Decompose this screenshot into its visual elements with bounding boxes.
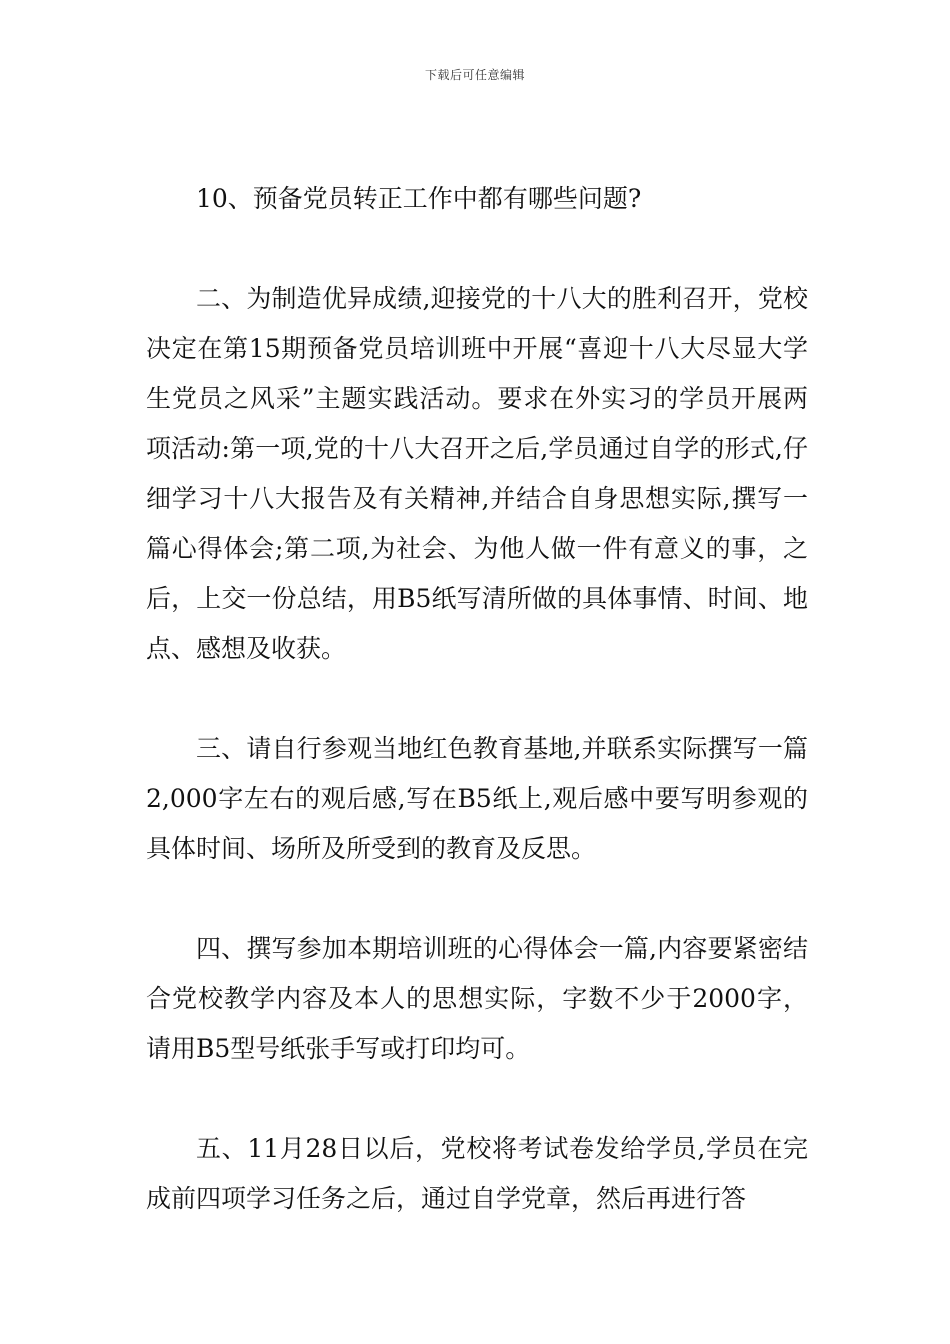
paragraph-gap bbox=[146, 674, 808, 724]
question-10: 10、预备党员转正工作中都有哪些问题? bbox=[196, 184, 642, 213]
section-3-paragraph: 三、请自行参观当地红色教育基地,并联系实际撰写一篇2,000字左右的观后感,写在B5纸上,观后感中要写明参观的具体时间、场所及所受到的教育及反思。 bbox=[146, 734, 808, 863]
paragraph-gap bbox=[146, 874, 808, 924]
section-5-paragraph: 五、11月28日以后，党校将考试卷发给学员,学员在完成前四项学习任务之后，通过自学党章，然后再进行答 bbox=[146, 1134, 808, 1213]
document-body bbox=[146, 174, 808, 1224]
header-note: 下载后可任意编辑 bbox=[424, 68, 525, 82]
section-2-paragraph: 二、为制造优异成绩,迎接党的十八大的胜利召开，党校决定在第15期预备党员培训班中开展“喜迎十八大尽显大学生党员之风采”主题实践活动。要求在外实习的学员开展两项活动:第一项,党的十八大召开之后,学员通过自学的形式,仔细学习十八大报告及有关精神,并结合自身思想实际,撰写一篇心得体会;第二项,为社会、为他人做一件有意义的事，之后，上交一份总结，用B5纸写清所做的具体事情、时间、地点、感想及收获。 bbox=[146, 284, 808, 663]
paragraph-gap bbox=[146, 224, 808, 274]
paragraph-gap bbox=[146, 1074, 808, 1124]
section-4-paragraph: 四、撰写参加本期培训班的心得体会一篇,内容要紧密结合党校教学内容及本人的思想实际，字数不少于2000字，请用B5型号纸张手写或打印均可。 bbox=[146, 934, 808, 1063]
